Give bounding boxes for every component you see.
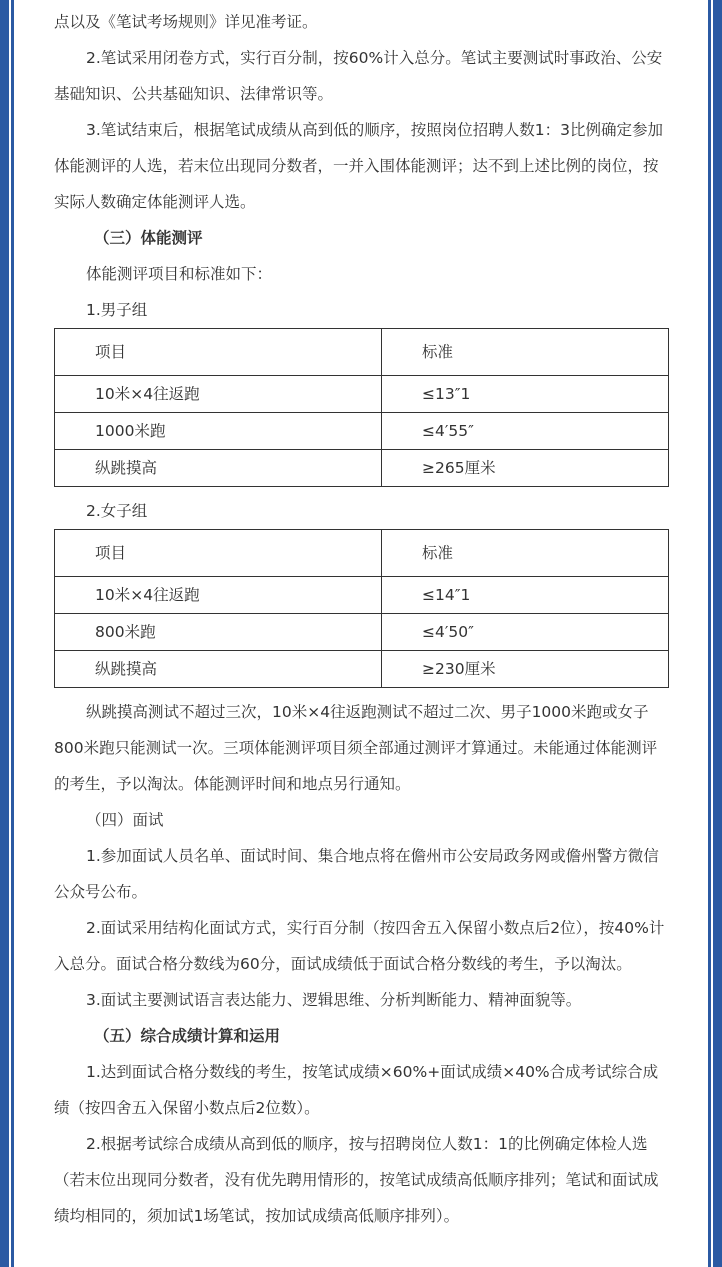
table-row: [55, 450, 669, 487]
female-group-label: 2.女子组: [86, 502, 148, 520]
table-header-row: [55, 530, 669, 577]
paragraph: 2.笔试采用闭卷方式，实行百分制，按60%计入总分。笔试主要测试时事政治、公安基础知识、公共基础知识、法律常识等。: [54, 49, 663, 103]
table-cell: ≤4′55″: [382, 413, 669, 450]
right-border-decoration: [708, 0, 722, 1267]
table-cell: 800米跑: [55, 614, 382, 651]
article-body: [54, 0, 670, 1234]
male-group-label: 1.男子组: [86, 301, 148, 319]
table-cell: ≤4′50″: [382, 614, 669, 651]
table-cell: 纵跳摸高: [55, 450, 382, 487]
table-header-row: [55, 329, 669, 376]
physical-test-note: 纵跳摸高测试不超过三次，10米×4往返跑测试不超过二次、男子1000米跑或女子800米跑只能测试一次。三项体能测评项目须全部通过测评才算通过。未能通过体能测评的考生，予以淘汰。体能测评时间和地点另行通知。: [54, 703, 658, 793]
table-row: [55, 376, 669, 413]
table-cell: ≤13″1: [382, 376, 669, 413]
paragraph: 3.面试主要测试语言表达能力、逻辑思维、分析判断能力、精神面貌等。: [86, 991, 582, 1009]
physical-test-intro: 体能测评项目和标准如下：: [86, 265, 273, 283]
table-row: [55, 614, 669, 651]
table-row: [55, 413, 669, 450]
paragraph: 1.参加面试人员名单、面试时间、集合地点将在儋州市公安局政务网或儋州警方微信公众号公布。: [54, 847, 659, 901]
table-row: [55, 651, 669, 688]
table-cell: ≥265厘米: [382, 450, 669, 487]
table-cell: 1000米跑: [55, 413, 382, 450]
table-header-cell: 标准: [382, 329, 669, 376]
section-heading-physical-test: （三）体能测评: [94, 229, 203, 247]
table-cell: 10米×4往返跑: [55, 577, 382, 614]
table-header-cell: 项目: [55, 530, 382, 577]
paragraph: 点以及《笔试考场规则》详见准考证。: [54, 13, 318, 31]
paragraph: 3.笔试结束后，根据笔试成绩从高到低的顺序，按照岗位招聘人数1：3比例确定参加体能测评的人选，若末位出现同分数者，一并入围体能测评；达不到上述比例的岗位，按实际人数确定体能测评人选。: [54, 121, 664, 211]
female-standards-table: [54, 529, 669, 688]
section-heading-interview: （四）面试: [86, 811, 164, 829]
male-standards-table: [54, 328, 669, 487]
paragraph: 2.面试采用结构化面试方式，实行百分制（按四舍五入保留小数点后2位），按40%计入总分。面试合格分数线为60分，面试成绩低于面试合格分数线的考生，予以淘汰。: [54, 919, 665, 973]
left-border-decoration: [0, 0, 14, 1267]
table-header-cell: 项目: [55, 329, 382, 376]
paragraph: 2.根据考试综合成绩从高到低的顺序，按与招聘岗位人数1：1的比例确定体检人选（若末位出现同分数者，没有优先聘用情形的，按笔试成绩高低顺序排列；笔试和面试成绩均相同的，须加试1场笔试，按加试成绩高低顺序排列）。: [54, 1135, 659, 1225]
table-header-cell: 标准: [382, 530, 669, 577]
paragraph: 1.达到面试合格分数线的考生，按笔试成绩×60%+面试成绩×40%合成考试综合成绩（按四舍五入保留小数点后2位数）。: [54, 1063, 659, 1117]
table-cell: ≤14″1: [382, 577, 669, 614]
table-cell: 10米×4往返跑: [55, 376, 382, 413]
section-heading-composite-score: （五）综合成绩计算和运用: [94, 1027, 281, 1045]
table-row: [55, 577, 669, 614]
table-cell: 纵跳摸高: [55, 651, 382, 688]
table-cell: ≥230厘米: [382, 651, 669, 688]
